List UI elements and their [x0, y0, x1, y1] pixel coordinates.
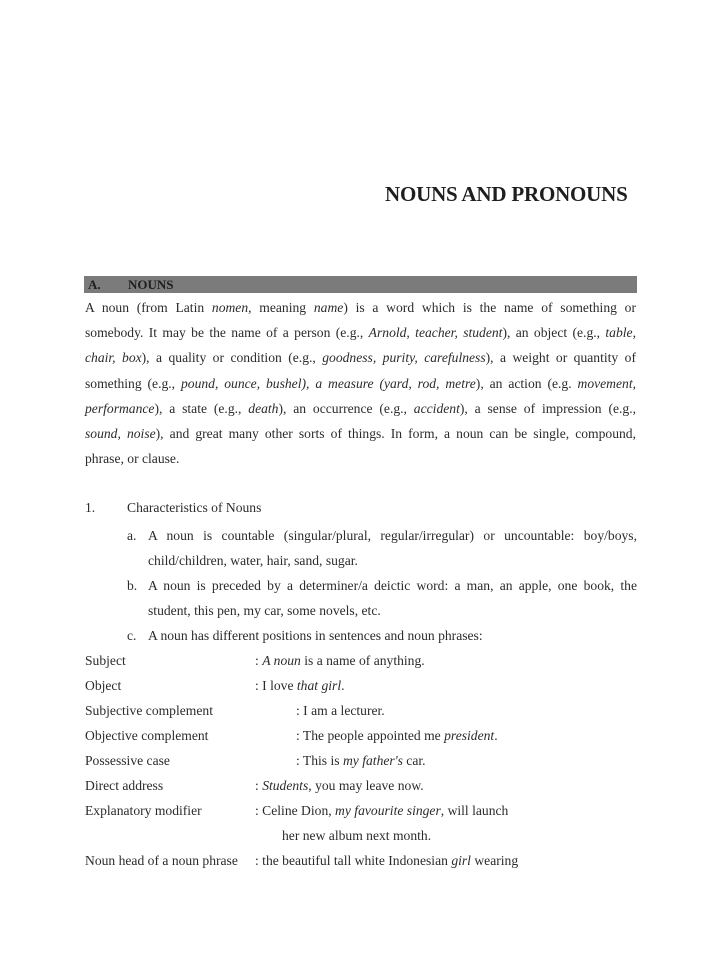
list-item-line: A noun has different positions in sentences and noun phrases:	[148, 628, 483, 643]
list-number: 1.	[85, 500, 96, 515]
list-item	[127, 523, 637, 573]
list-item-line: student, this pen, my car, some novels, etc.	[148, 603, 381, 619]
paragraph-line: chair, box), a quality or condition (e.g., goodness, purity, carefulness), a weight or quantity of	[85, 350, 636, 366]
list-item-line: A noun is countable (singular/plural, regular/irregular) or uncountable: boy/boys,	[148, 528, 637, 543]
position-example: : Students, you may leave now.	[255, 778, 424, 793]
section-number: A.	[88, 277, 101, 292]
position-label: Objective complement	[85, 728, 209, 743]
page-title: NOUNS AND PRONOUNS	[385, 182, 628, 206]
position-label: Subjective complement	[85, 703, 213, 718]
intro-paragraph	[85, 295, 636, 471]
paragraph-line: somebody. It may be the name of a person (e.g., Arnold, teacher, student), an object (e.g., table,	[85, 325, 636, 341]
list-item-marker: a.	[127, 528, 137, 543]
position-label: Explanatory modifier	[85, 803, 202, 818]
position-label: Noun head of a noun phrase	[85, 853, 238, 868]
position-example: : The people appointed me president.	[296, 728, 498, 743]
position-example: : the beautiful tall white Indonesian girl wearing	[255, 853, 519, 868]
position-example: : Celine Dion, my favourite singer, will launch	[255, 803, 509, 818]
paragraph-line: phrase, or clause.	[85, 451, 180, 467]
paragraph-line: something (e.g., pound, ounce, bushel), a measure (yard, rod, metre), an action (e.g. movement,	[85, 375, 637, 391]
position-example: : A noun is a name of anything.	[255, 653, 425, 668]
position-example: : I love that girl.	[255, 678, 345, 693]
list-item	[127, 623, 637, 648]
section-title: NOUNS	[128, 277, 174, 292]
paragraph-line: A noun (from Latin nomen, meaning name) is a word which is the name of something or	[85, 300, 636, 315]
paragraph-line: performance), a state (e.g., death), an occurrence (e.g., accident), a sense of impression (e.g.,	[85, 400, 637, 416]
list-item-marker: c.	[127, 628, 137, 643]
list-heading-text: Characteristics of Nouns	[127, 500, 262, 515]
position-example: : I am a lecturer.	[296, 703, 385, 718]
position-label: Direct address	[85, 778, 164, 793]
section-header-bar	[84, 276, 637, 293]
paragraph-line: sound, noise), and great many other sorts of things. In form, a noun can be single, compound,	[85, 426, 637, 442]
position-example-continuation: her new album next month.	[282, 828, 432, 843]
list-item-line: A noun is preceded by a determiner/a deictic word: a man, an apple, one book, the	[148, 578, 637, 593]
position-label: Subject	[85, 653, 126, 668]
list-item-line: child/children, water, hair, sand, sugar.	[148, 553, 358, 569]
position-example: : This is my father's car.	[296, 753, 426, 768]
list-item	[127, 573, 637, 623]
list-item-marker: b.	[127, 578, 138, 593]
position-label: Object	[85, 678, 122, 693]
position-label: Possessive case	[85, 753, 170, 768]
